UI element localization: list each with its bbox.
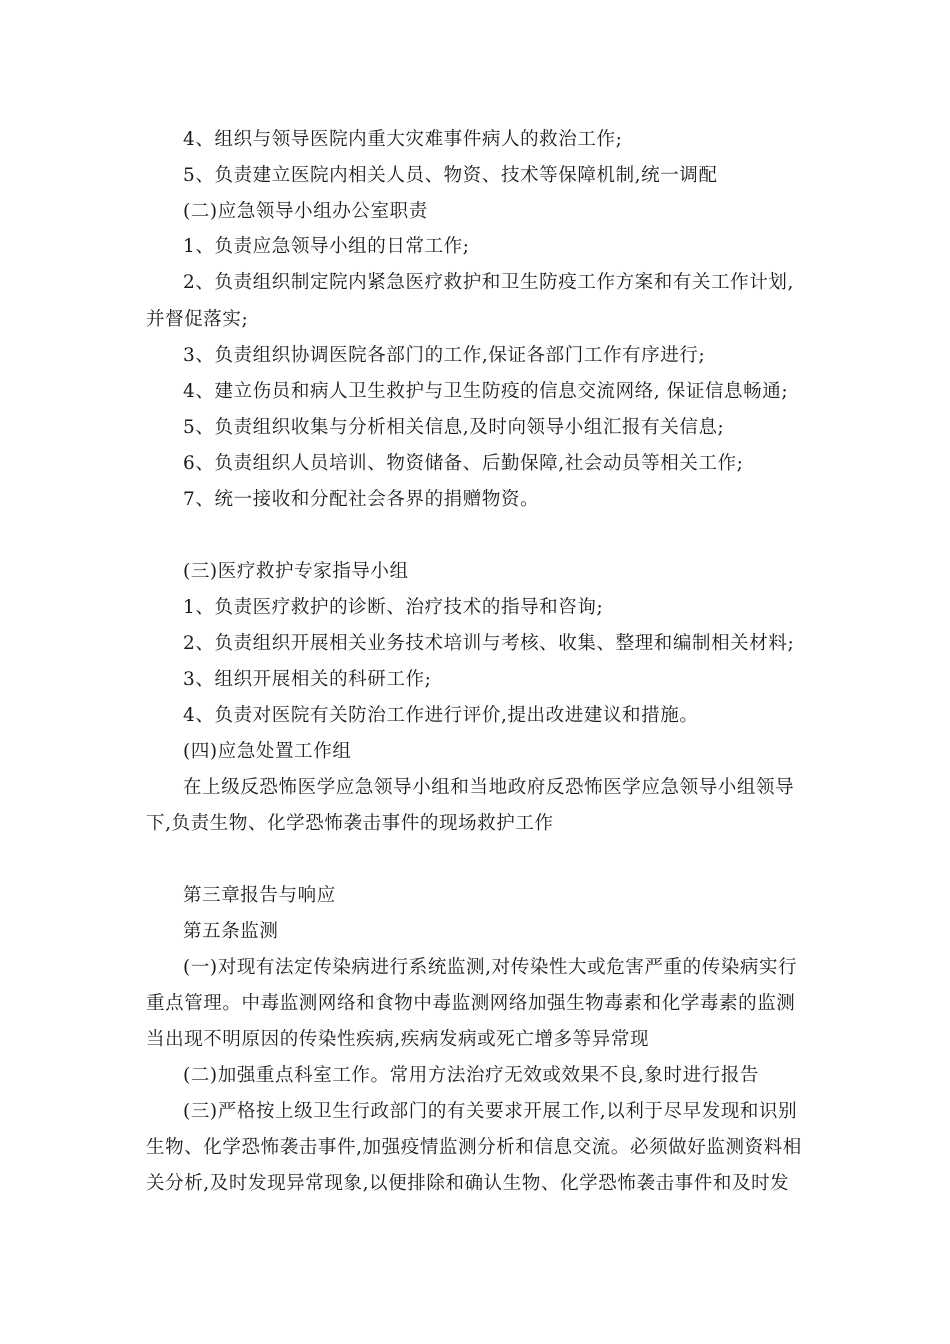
paragraph-line: 1、负责医疗救护的诊断、治疗技术的指导和咨询; [183,597,604,618]
paragraph-line: 当出现不明原因的传染性疾病,疾病发病或死亡增多等异常现 [146,1029,650,1050]
paragraph-line: 4、组织与领导医院内重大灾难事件病人的救治工作; [183,129,623,150]
paragraph-line: 2、负责组织开展相关业务技术培训与考核、收集、整理和编制相关材料; [183,633,795,654]
paragraph-line: 6、负责组织人员培训、物资储备、后勤保障,社会动员等相关工作; [183,453,744,474]
paragraph-line: (三)严格按上级卫生行政部门的有关要求开展工作,以利于尽早发现和识别 [183,1101,798,1122]
paragraph-line: (二)加强重点科室工作。常用方法治疗无效或效果不良,象时进行报告 [183,1065,760,1086]
paragraph-line: 2、负责组织制定院内紧急医疗救护和卫生防疫工作方案和有关工作计划, [183,272,794,293]
section-heading: (三)医疗救护专家指导小组 [183,561,409,582]
paragraph-line: 5、负责组织收集与分析相关信息,及时向领导小组汇报有关信息; [183,417,725,438]
paragraph-line: 在上级反恐怖医学应急领导小组和当地政府反恐怖医学应急领导小组领导 [183,777,795,798]
paragraph-line: 生物、化学恐怖袭击事件,加强疫情监测分析和信息交流。必须做好监测资料相 [146,1137,802,1158]
paragraph-line: 3、负责组织协调医院各部门的工作,保证各部门工作有序进行; [183,345,706,366]
paragraph-line: 1、负责应急领导小组的日常工作; [183,236,470,257]
section-heading: (二)应急领导小组办公室职责 [183,201,428,222]
paragraph-line: 重点管理。中毒监测网络和食物中毒监测网络加强生物毒素和化学毒素的监测 [146,993,796,1014]
paragraph-line: 下,负责生物、化学恐怖袭击事件的现场救护工作 [146,813,554,834]
paragraph-line: 7、统一接收和分配社会各界的捐赠物资。 [183,489,540,510]
section-heading: (四)应急处置工作组 [183,741,352,762]
chapter-heading: 第三章报告与响应 [183,885,336,906]
paragraph-line: 4、建立伤员和病人卫生救护与卫生防疫的信息交流网络, 保证信息畅通; [183,381,789,402]
paragraph-line: 5、负责建立医院内相关人员、物资、技术等保障机制,统一调配 [183,165,718,186]
article-heading: 第五条监测 [183,921,279,942]
paragraph-line: (一)对现有法定传染病进行系统监测,对传染性大或危害严重的传染病实行 [183,957,798,978]
paragraph-line: 并督促落实; [146,309,249,330]
paragraph-line: 关分析,及时发现异常现象,以便排除和确认生物、化学恐怖袭击事件和及时发 [146,1173,790,1194]
paragraph-line: 3、组织开展相关的科研工作; [183,669,432,690]
paragraph-line: 4、负责对医院有关防治工作进行评价,提出改进建议和措施。 [183,705,699,726]
